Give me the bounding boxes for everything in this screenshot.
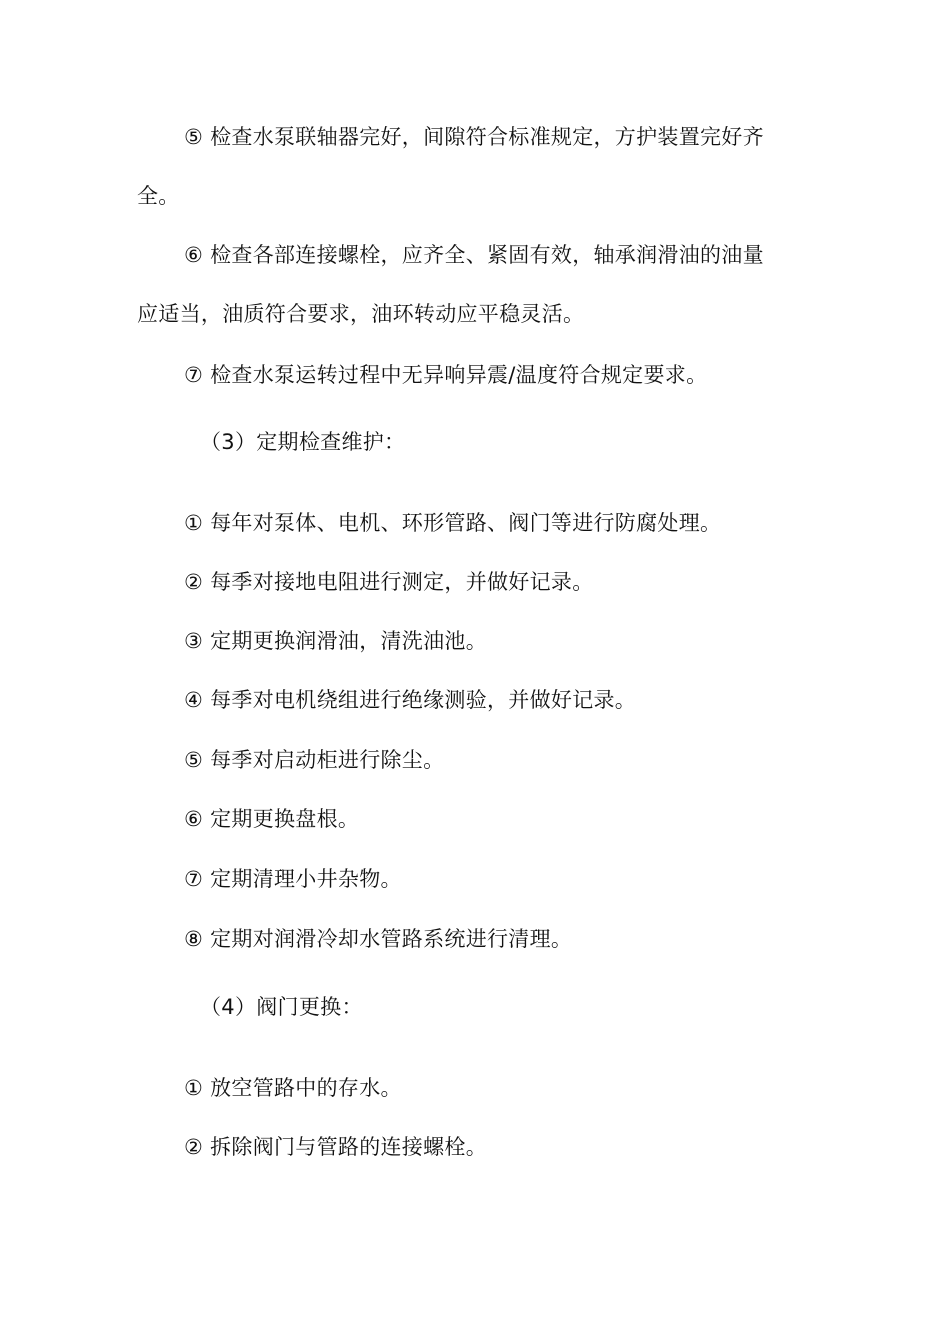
list-item: ③ 定期更换润滑油，清洗油池。 [184, 629, 488, 653]
list-item: ⑤ 每季对启动柜进行除尘。 [184, 748, 445, 772]
list-item: ② 拆除阀门与管路的连接螺栓。 [184, 1135, 488, 1159]
paragraph-5-line-1: ⑤ 检查水泵联轴器完好，间隙符合标准规定，方护装置完好齐 [184, 125, 764, 149]
paragraph-5-line-2: 全。 [137, 184, 180, 208]
paragraph-7: ⑦ 检查水泵运转过程中无异响异震/温度符合规定要求。 [184, 363, 708, 387]
list-item: ① 每年对泵体、电机、环形管路、阀门等进行防腐处理。 [184, 511, 722, 535]
list-item: ④ 每季对电机绕组进行绝缘测验，并做好记录。 [184, 688, 637, 712]
paragraph-6-line-1: ⑥ 检查各部连接螺栓，应齐全、紧固有效，轴承润滑油的油量 [184, 243, 764, 267]
list-item: ⑥ 定期更换盘根。 [184, 807, 360, 831]
section-heading-4: （4）阀门更换： [200, 995, 363, 1019]
paragraph-6-line-2: 应适当，油质符合要求，油环转动应平稳灵活。 [137, 302, 585, 326]
list-item: ⑧ 定期对润滑冷却水管路系统进行清理。 [184, 927, 573, 951]
list-item: ② 每季对接地电阻进行测定，并做好记录。 [184, 570, 594, 594]
list-item: ⑦ 定期清理小井杂物。 [184, 867, 402, 891]
section-heading-3: （3）定期检查维护： [200, 430, 406, 454]
list-item: ① 放空管路中的存水。 [184, 1076, 402, 1100]
